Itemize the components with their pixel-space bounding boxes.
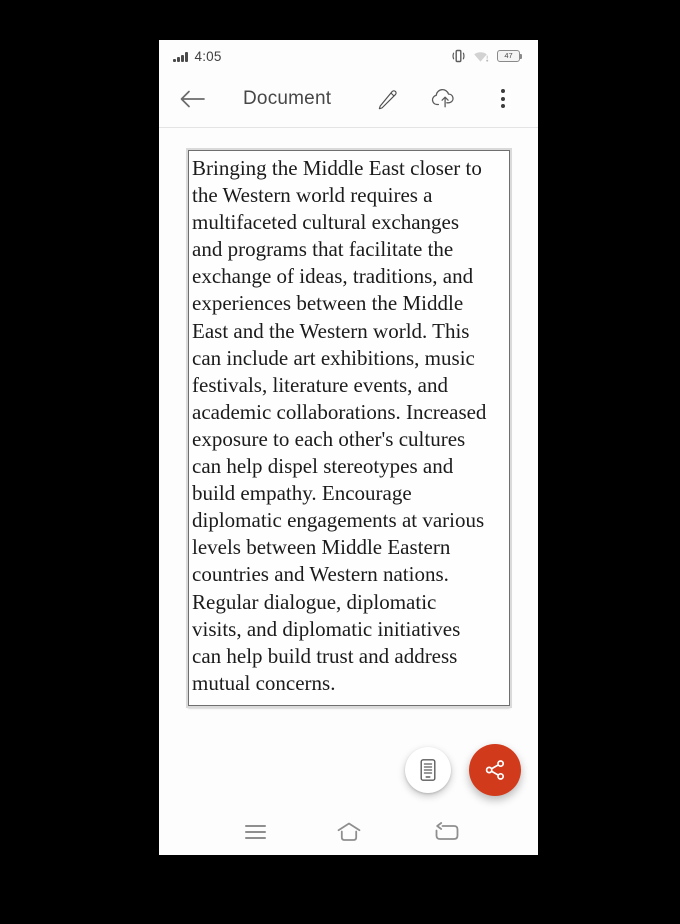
document-line: diplomatic engagements at various bbox=[192, 508, 485, 533]
signal-strength-icon bbox=[173, 51, 188, 62]
battery-icon bbox=[497, 50, 520, 62]
app-bar bbox=[159, 70, 538, 128]
share-fab[interactable] bbox=[469, 744, 521, 796]
kebab-menu-icon bbox=[501, 89, 505, 108]
document-line: can help build trust and address bbox=[192, 643, 458, 668]
document-line: multifaceted cultural exchanges bbox=[192, 210, 460, 235]
navigation-bar bbox=[159, 809, 538, 855]
document-line: countries and Western nations. bbox=[192, 562, 449, 587]
status-left bbox=[173, 49, 222, 64]
status-time: 4:05 bbox=[194, 48, 222, 64]
document-page[interactable] bbox=[188, 150, 510, 706]
document-line: experiences between the Middle bbox=[192, 291, 464, 316]
edit-button[interactable] bbox=[370, 82, 404, 116]
document-line: exposure to each other's cultures bbox=[192, 426, 466, 451]
document-preview-button[interactable] bbox=[405, 747, 451, 793]
document-preview-icon bbox=[418, 758, 438, 782]
status-right bbox=[451, 49, 520, 63]
overflow-menu-button[interactable] bbox=[486, 82, 520, 116]
document-text bbox=[192, 155, 507, 697]
back-nav-icon bbox=[434, 822, 460, 842]
nav-back-button[interactable] bbox=[419, 809, 475, 855]
nav-menu-button[interactable] bbox=[227, 809, 283, 855]
nav-home-button[interactable] bbox=[321, 809, 377, 855]
back-button[interactable] bbox=[175, 82, 209, 116]
document-line: build empathy. Encourage bbox=[192, 481, 412, 506]
document-line: academic collaborations. Increased bbox=[192, 399, 487, 424]
document-line: East and the Western world. This bbox=[192, 318, 470, 343]
back-arrow-icon bbox=[179, 90, 205, 108]
cloud-upload-icon bbox=[430, 87, 460, 111]
page-title: Document bbox=[243, 87, 332, 109]
home-icon bbox=[336, 821, 362, 843]
document-line: Bringing the Middle East closer to bbox=[192, 156, 482, 180]
document-line: can include art exhibitions, music bbox=[192, 345, 475, 370]
document-line: levels between Middle Eastern bbox=[192, 535, 451, 560]
cloud-upload-button[interactable] bbox=[428, 82, 462, 116]
document-line: festivals, literature events, and bbox=[192, 372, 448, 397]
document-line: Regular dialogue, diplomatic bbox=[192, 589, 437, 614]
document-line: exchange of ideas, traditions, and bbox=[192, 264, 474, 289]
document-line: the Western world requires a bbox=[192, 183, 433, 208]
document-line: mutual concerns. bbox=[192, 670, 336, 695]
wifi-icon bbox=[473, 50, 490, 63]
menu-icon bbox=[245, 825, 266, 839]
document-line: can help dispel stereotypes and bbox=[192, 454, 454, 479]
status-bar bbox=[159, 40, 538, 70]
document-line: and programs that facilitate the bbox=[192, 237, 454, 262]
battery-percent: 47 bbox=[504, 51, 513, 61]
share-icon bbox=[483, 758, 507, 782]
phone-screen bbox=[159, 40, 538, 855]
pencil-icon bbox=[375, 86, 400, 111]
document-line: visits, and diplomatic initiatives bbox=[192, 616, 461, 641]
vibrate-icon bbox=[451, 49, 466, 63]
